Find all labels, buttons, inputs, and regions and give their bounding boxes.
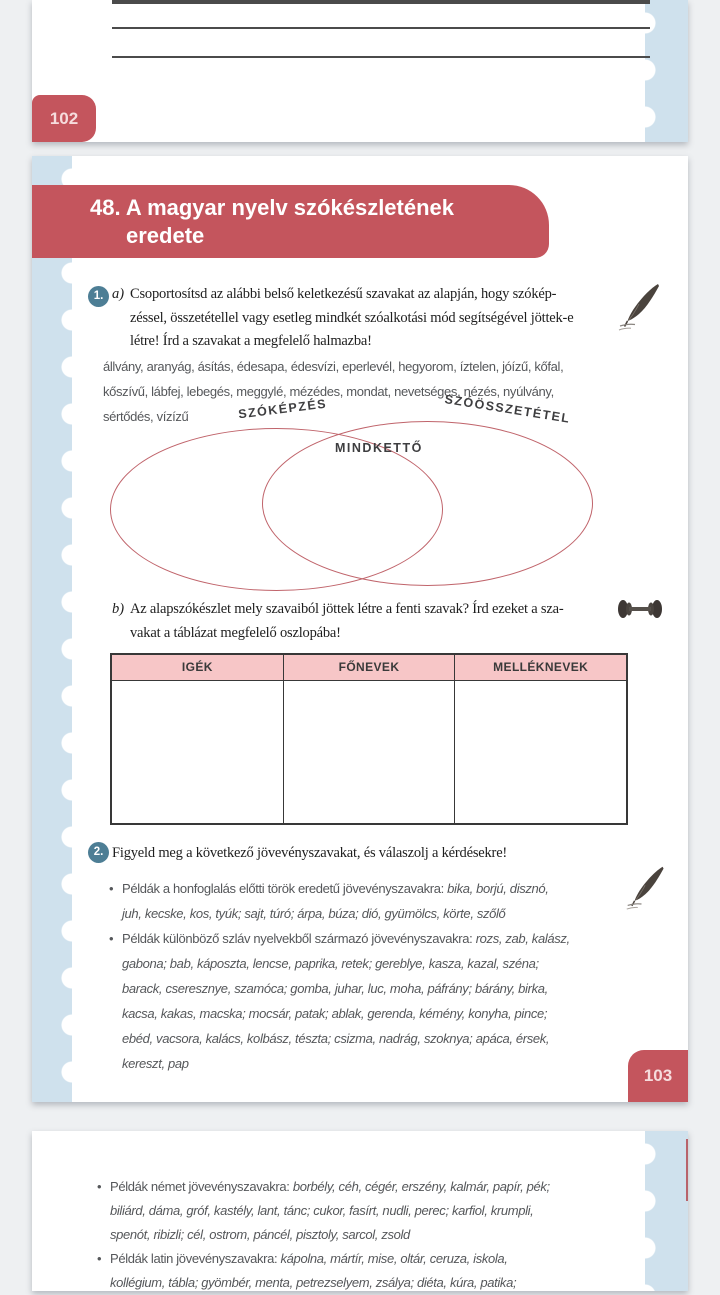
writing-line	[112, 56, 650, 58]
exercise-1a-instruction: Csoportosítsd az alábbi belső keletkezésű szavakat az alapján, hogy szókép- zéssel, összetétellel vagy esetleg mindkét szóalkotási mód segítségével jöttek-e létre! Írd a szavakat a megfelelő halmazba!	[130, 286, 574, 349]
page-main	[32, 156, 688, 1102]
table-cell-empty	[455, 681, 626, 823]
writing-line	[112, 0, 650, 4]
word-list: állvány, aranyág, ásítás, édesapa, édesvízi, eperlevél, hegyorom, íztelen, jóízű, kőfal, kőszívű, lábfej, lebegés, meggylé, mézédes, mondat, nevetséges, nézés, nyúlvány, sértődés, vízízű	[103, 359, 564, 424]
table-header-melleknevek: MELLÉKNEVEK	[455, 655, 626, 681]
list-item: • Példák latin jövevényszavakra: kápolna, mártír, mise, oltár, ceruza, iskola,	[110, 1247, 550, 1271]
exercise-2-number-badge: 2.	[88, 842, 109, 863]
part-b-label: b)	[112, 601, 125, 617]
exercise-2-instruction: Figyeld meg a következő jövevényszavakat, és válaszolj a kérdésekre!	[112, 845, 508, 861]
exercise-1b-instruction: Az alapszókészlet mely szavaiból jöttek létre a fenti szavak? Írd ezeket a sza- vakat a táblázat megfelelő oszlopába!	[130, 601, 564, 641]
table-header-row	[112, 655, 626, 681]
bullet-icon: •	[97, 1251, 102, 1266]
list-item: • Példák német jövevényszavakra: borbély, céh, cégér, erszény, kalmár, papír, pék;	[110, 1175, 550, 1199]
writing-line	[112, 27, 650, 29]
dumbbell-icon	[616, 598, 664, 620]
loanword-examples-list: • Példák német jövevényszavakra: borbély, céh, cégér, erszény, kalmár, papír, pék; biliárd, dáma, gróf, kastély, lant, tánc; cukor, fasírt, nudli, perec; karfiol, krumpli, spenót, ribizli; cél, ostrom, páncél, pisztoly, sarcol, zsold • Példák latin jövevényszavakra: kápolna, mártír, mise, oltár, ceruza, iskola, kollégium, tábla; gyömbér, menta, petrezselyem, zsálya; diéta, kúra, patika;	[96, 1175, 550, 1295]
page-fragment-next	[32, 1131, 688, 1291]
part-a-label: a)	[112, 286, 125, 302]
red-accent-line	[686, 1139, 688, 1201]
lesson-title-line1: 48. A magyar nyelv szókészletének	[90, 195, 455, 220]
page-number-badge: 103	[628, 1050, 688, 1102]
loanword-examples-list: • Példák a honfoglalás előtti török eredetű jövevényszavakra: bika, borjú, disznó, juh, kecske, kos, tyúk; sajt, túró; árpa, búza; dió, gyümölcs, körte, szőlő • Példák különböző szláv nyelvekből származó jövevényszavakra: rozs, zab, kalász, gabona; bab, káposzta, lencse, paprika, retek; gereblye, kasza, kazal, széna; barack, cseresznye, szamóca; gomba, juhar, luc, moha, páfrány; bárány, birka, kacsa, kakas, macska; mocsár, patak; ablak, gerenda, kémény, konyha, pince; ebéd, vacsora, kalács, kolbász, tészta; csizma, nadrág, szoknya; apáca, érsek, kereszt, pap	[108, 876, 570, 1076]
page-fragment-previous	[32, 0, 688, 142]
table-body-row	[112, 681, 626, 823]
venn-right-ellipse	[262, 421, 593, 586]
table-header-igek: IGÉK	[112, 655, 284, 681]
list-item: • Példák a honfoglalás előtti török eredetű jövevényszavakra: bika, borjú, disznó,	[122, 876, 570, 901]
venn-diagram	[32, 392, 688, 611]
scalloped-edge-decoration	[645, 0, 688, 142]
quill-pen-icon	[616, 280, 666, 332]
venn-label-szoosszetetel: SZÓÖSSZETÉTEL	[443, 392, 572, 426]
list-item: • Példák különböző szláv nyelvekből származó jövevényszavakra: rozs, zab, kalász,	[122, 926, 570, 951]
bullet-icon: •	[109, 881, 114, 896]
bullet-icon: •	[109, 931, 114, 946]
venn-label-szokepzes: SZÓKÉPZÉS	[237, 396, 328, 422]
lesson-title-banner	[32, 185, 549, 258]
bullet-icon: •	[97, 1179, 102, 1194]
page-number-badge: 102	[32, 95, 96, 142]
scalloped-edge-decoration	[32, 156, 72, 1102]
exercise-1-number-badge: 1.	[88, 286, 109, 307]
table-cell-empty	[112, 681, 284, 823]
scalloped-edge-decoration	[645, 1131, 688, 1291]
lesson-title-line2: eredete	[126, 223, 205, 248]
table-cell-empty	[284, 681, 456, 823]
answer-table	[110, 653, 628, 825]
table-header-fonevek: FŐNEVEK	[284, 655, 456, 681]
quill-pen-icon	[624, 862, 670, 912]
venn-label-mindketto: MINDKETTŐ	[335, 441, 423, 455]
